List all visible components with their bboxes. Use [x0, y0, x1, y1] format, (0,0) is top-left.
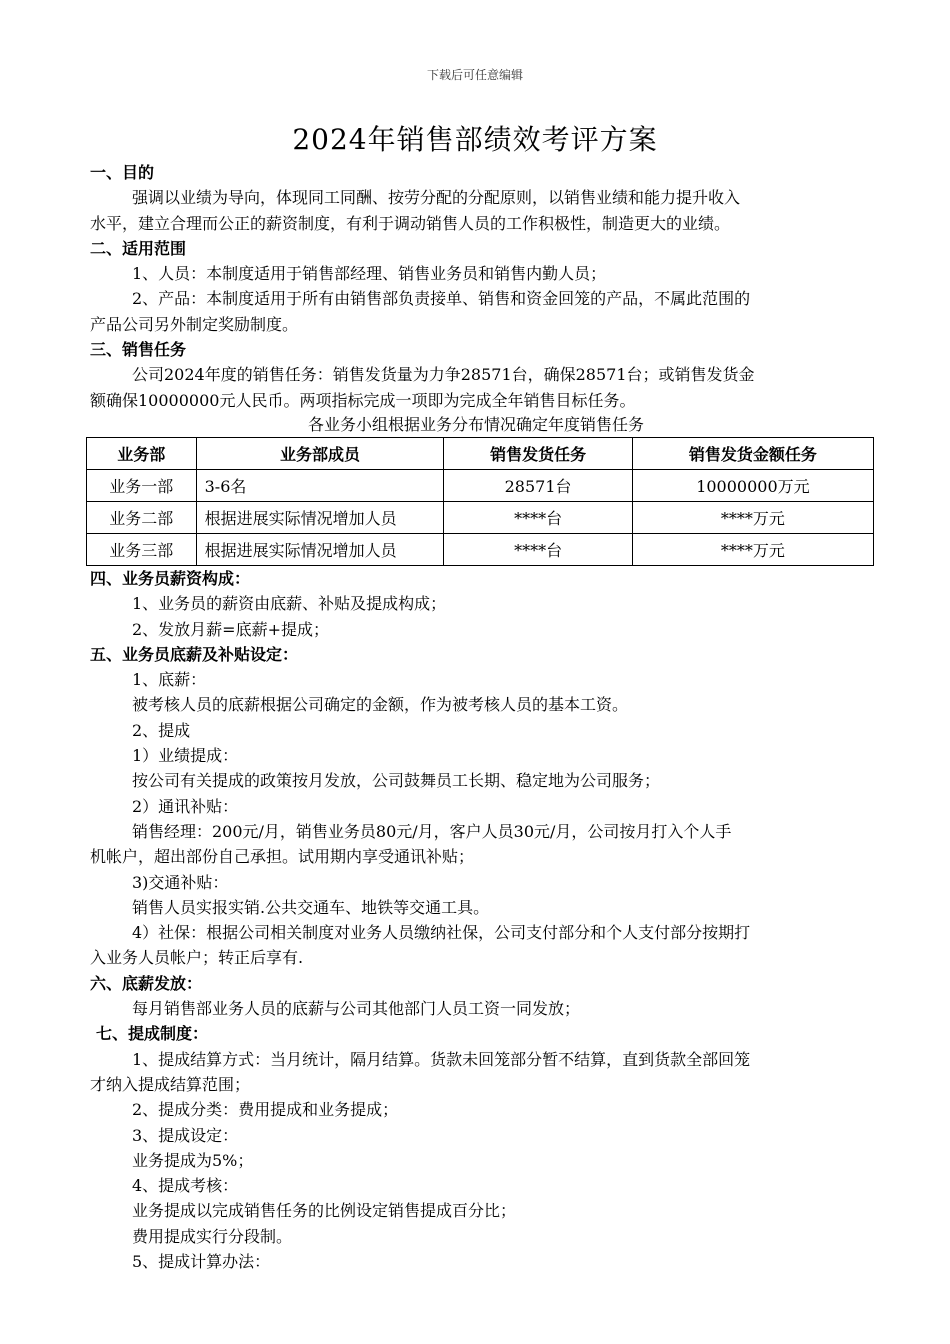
table-cell: 业务一部 — [87, 469, 197, 501]
table-cell: ****台 — [444, 501, 633, 533]
document-title: 2024年销售部绩效考评方案 — [292, 123, 658, 156]
paragraph: 1、底薪： — [132, 670, 207, 690]
paragraph: 1）业绩提成： — [132, 746, 239, 766]
paragraph: 2）通讯补贴： — [132, 796, 239, 816]
section-heading-sales-task: 三、销售任务 — [90, 340, 187, 360]
table-row — [87, 533, 874, 565]
table-cell: ****万元 — [632, 501, 873, 533]
paragraph: 额确保10000000元人民币。两项指标完成一项即为完成全年销售目标任务。 — [90, 390, 636, 410]
paragraph: 业务提成以完成销售任务的比例设定销售提成百分比； — [132, 1201, 517, 1221]
paragraph: 机帐户，超出部份自己承担。试用期内享受通讯补贴； — [90, 847, 475, 867]
paragraph: 每月销售部业务人员的底薪与公司其他部门人员工资一同发放； — [132, 999, 581, 1019]
section-heading-salary-payment: 六、底薪发放： — [90, 973, 203, 993]
section-heading-base-salary: 五、业务员底薪及补贴设定： — [90, 644, 299, 664]
table-cell: 根据进展实际情况增加人员 — [196, 533, 444, 565]
paragraph: 4）社保：根据公司相关制度对业务人员缴纳社保，公司支付部分和个人支付部分按期打 — [132, 923, 751, 943]
paragraph: 2、提成分类：费用提成和业务提成； — [132, 1100, 399, 1120]
table-row — [87, 501, 874, 533]
paragraph: 被考核人员的底薪根据公司确定的金额，作为被考核人员的基本工资。 — [132, 695, 629, 715]
sales-task-table — [86, 437, 874, 566]
table-cell: ****台 — [444, 533, 633, 565]
table-header-row — [87, 437, 874, 469]
paragraph: 2、提成 — [132, 720, 191, 740]
paragraph: 水平，建立合理而公正的薪资制度，有利于调动销售人员的工作积极性，制造更大的业绩。 — [90, 213, 731, 233]
table-cell: 3-6名 — [196, 469, 444, 501]
table-cell: 10000000万元 — [632, 469, 873, 501]
section-heading-purpose: 一、目的 — [90, 163, 155, 182]
paragraph: 按公司有关提成的政策按月发放，公司鼓舞员工长期、稳定地为公司服务； — [132, 771, 661, 791]
document-body — [90, 160, 872, 1274]
table-caption: 各业务小组根据业务分布情况确定年度销售任务 — [307, 414, 644, 434]
section-heading-commission: 七、提成制度： — [96, 1024, 209, 1044]
table-header-cell: 销售发货任务 — [444, 437, 633, 469]
paragraph: 4、提成考核： — [132, 1176, 239, 1196]
paragraph: 1、业务员的薪资由底薪、补贴及提成构成； — [132, 594, 447, 614]
paragraph: 2、发放月薪=底薪+提成； — [132, 619, 329, 639]
paragraph: 3、提成设定： — [132, 1125, 239, 1145]
paragraph: 3)交通补贴： — [132, 872, 229, 892]
paragraph: 产品公司另外制定奖励制度。 — [90, 314, 299, 334]
paragraph: 5、提成计算办法： — [132, 1251, 271, 1271]
page-header-note: 下载后可任意编辑 — [426, 68, 523, 82]
paragraph: 强调以业绩为导向，体现同工同酬、按劳分配的分配原则，以销售业绩和能力提升收入 — [132, 188, 741, 208]
paragraph: 才纳入提成结算范围； — [90, 1074, 251, 1094]
table-cell: 根据进展实际情况增加人员 — [196, 501, 444, 533]
table-cell: 业务三部 — [87, 533, 197, 565]
table-row — [87, 469, 874, 501]
table-header-cell: 销售发货金额任务 — [632, 437, 873, 469]
paragraph: 1、提成结算方式：当月统计，隔月结算。货款未回笼部分暂不结算，直到货款全部回笼 — [132, 1049, 751, 1069]
paragraph: 公司2024年度的销售任务：销售发货量为力争28571台，确保28571台；或销售发货金 — [132, 365, 755, 385]
paragraph: 销售人员实报实销.公共交通车、地铁等交通工具。 — [132, 897, 490, 917]
section-heading-salary-structure: 四、业务员薪资构成： — [90, 568, 251, 588]
table-cell: ****万元 — [632, 533, 873, 565]
table-cell: 业务二部 — [87, 501, 197, 533]
paragraph: 2、产品：本制度适用于所有由销售部负责接单、销售和资金回笼的产品，不属此范围的 — [132, 289, 751, 309]
paragraph: 入业务人员帐户；转正后享有. — [90, 948, 304, 968]
paragraph: 1、人员：本制度适用于销售部经理、销售业务员和销售内勤人员； — [132, 264, 607, 284]
table-header-cell: 业务部成员 — [196, 437, 444, 469]
paragraph: 业务提成为5%； — [132, 1150, 254, 1170]
table-header-cell: 业务部 — [87, 437, 197, 469]
section-heading-scope: 二、适用范围 — [90, 238, 187, 258]
paragraph: 销售经理：200元/月，销售业务员80元/月，客户人员30元/月，公司按月打入个人手 — [132, 821, 732, 841]
table-cell: 28571台 — [444, 469, 633, 501]
paragraph: 费用提成实行分段制。 — [132, 1226, 293, 1246]
